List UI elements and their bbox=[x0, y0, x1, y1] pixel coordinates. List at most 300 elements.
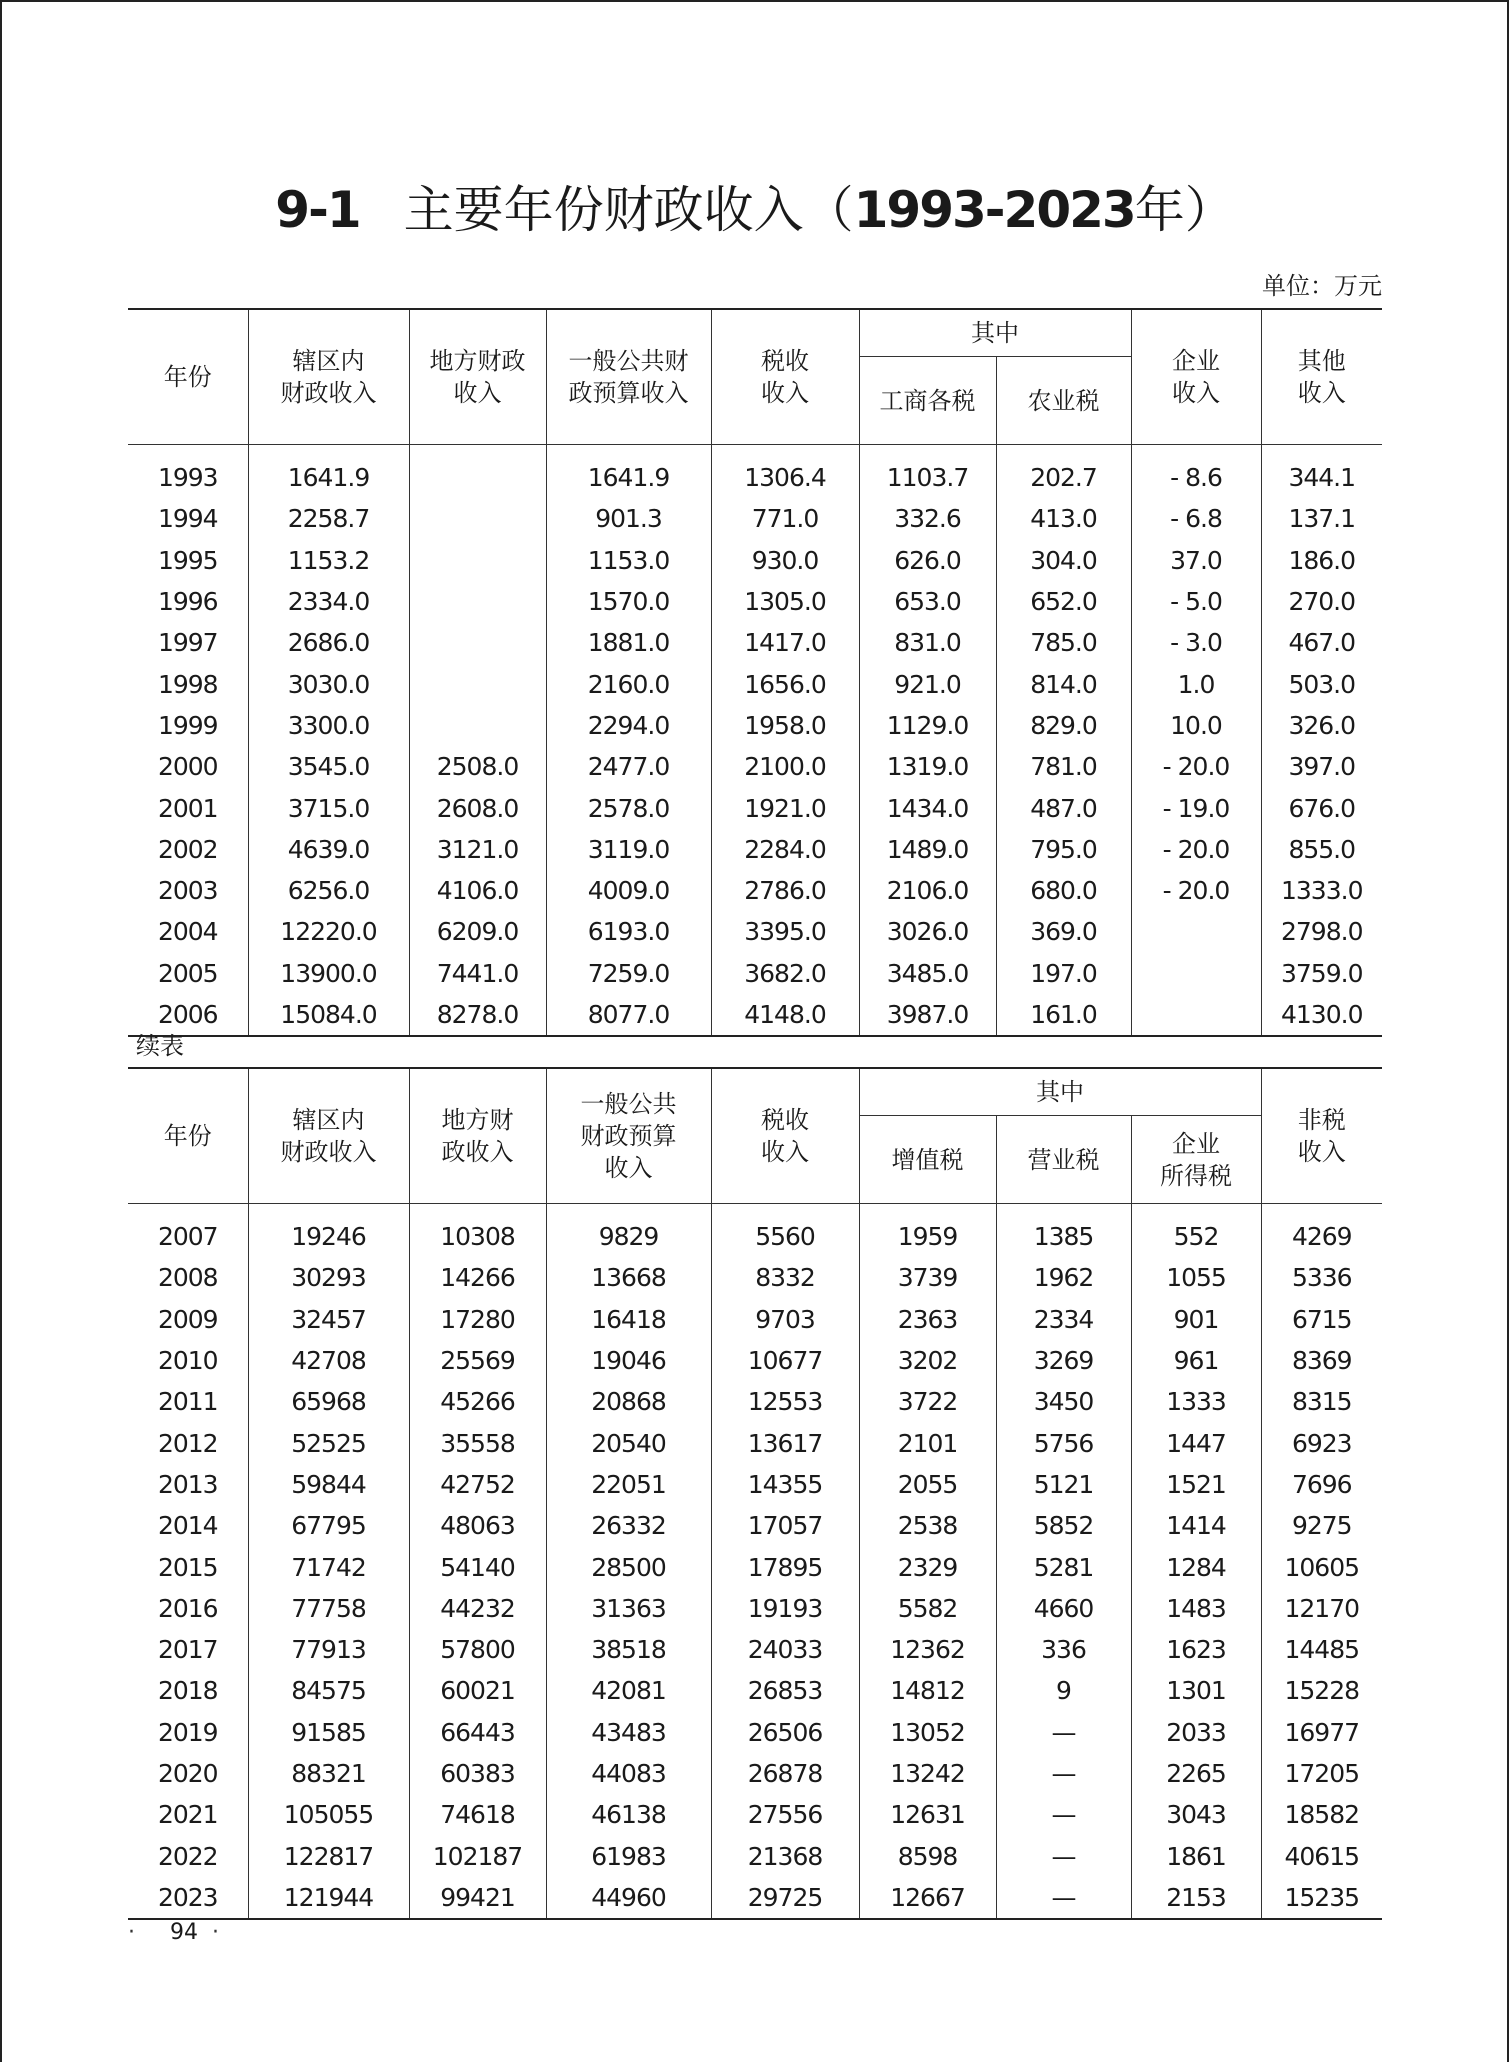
value-cell: 413.0 bbox=[996, 498, 1131, 539]
value-cell bbox=[409, 622, 546, 663]
value-cell: 38518 bbox=[546, 1629, 711, 1670]
page-number: · 94 · bbox=[128, 1920, 219, 1945]
title-suffix: 年） bbox=[1134, 181, 1235, 239]
value-cell: 4269 bbox=[1261, 1204, 1382, 1258]
value-cell: 3030.0 bbox=[248, 663, 409, 704]
table-row bbox=[128, 994, 1382, 1036]
value-cell: 961 bbox=[1131, 1340, 1261, 1381]
year-cell: 2022 bbox=[128, 1835, 248, 1876]
value-cell: 21368 bbox=[711, 1835, 859, 1876]
table-row bbox=[128, 1299, 1382, 1340]
value-cell: 17057 bbox=[711, 1505, 859, 1546]
page-title bbox=[128, 178, 1382, 242]
value-cell: 8369 bbox=[1261, 1340, 1382, 1381]
value-cell: 84575 bbox=[248, 1670, 409, 1711]
value-cell: 6715 bbox=[1261, 1299, 1382, 1340]
value-cell: 17280 bbox=[409, 1299, 546, 1340]
value-cell: 1521 bbox=[1131, 1464, 1261, 1505]
value-cell: 3121.0 bbox=[409, 829, 546, 870]
value-cell: 161.0 bbox=[996, 994, 1131, 1036]
value-cell: 1570.0 bbox=[546, 581, 711, 622]
year-cell: 2002 bbox=[128, 829, 248, 870]
value-cell: 37.0 bbox=[1131, 540, 1261, 581]
value-cell: 1414 bbox=[1131, 1505, 1261, 1546]
year-cell: 2008 bbox=[128, 1257, 248, 1298]
value-cell: 25569 bbox=[409, 1340, 546, 1381]
col-header-enterprise-revenue: 企业 收入 bbox=[1131, 309, 1261, 445]
page-border-top bbox=[0, 0, 1509, 2]
value-cell: 18582 bbox=[1261, 1794, 1382, 1835]
table-row bbox=[128, 1546, 1382, 1587]
value-cell: 344.1 bbox=[1261, 445, 1382, 499]
year-cell: 2014 bbox=[128, 1505, 248, 1546]
year-cell: 2000 bbox=[128, 746, 248, 787]
col-header-tax-revenue: 税收 收入 bbox=[711, 309, 859, 445]
year-cell: 2012 bbox=[128, 1422, 248, 1463]
value-cell: 2798.0 bbox=[1261, 911, 1382, 952]
value-cell: 2477.0 bbox=[546, 746, 711, 787]
value-cell: 626.0 bbox=[859, 540, 996, 581]
value-cell: 1153.2 bbox=[248, 540, 409, 581]
value-cell: 1284 bbox=[1131, 1546, 1261, 1587]
value-cell: — bbox=[996, 1712, 1131, 1753]
year-cell: 1993 bbox=[128, 445, 248, 499]
year-cell: 1994 bbox=[128, 498, 248, 539]
value-cell: 61983 bbox=[546, 1835, 711, 1876]
year-cell: 2006 bbox=[128, 994, 248, 1036]
table-row bbox=[128, 1835, 1382, 1876]
value-cell: 12553 bbox=[711, 1381, 859, 1422]
year-cell: 2021 bbox=[128, 1794, 248, 1835]
value-cell: 369.0 bbox=[996, 911, 1131, 952]
value-cell: 32457 bbox=[248, 1299, 409, 1340]
value-cell: 14355 bbox=[711, 1464, 859, 1505]
value-cell: 1301 bbox=[1131, 1670, 1261, 1711]
value-cell: 4009.0 bbox=[546, 870, 711, 911]
value-cell: 20540 bbox=[546, 1422, 711, 1463]
col-header-nontax-revenue: 非税 收入 bbox=[1261, 1068, 1382, 1204]
col-header-general-budget: 一般公共财 政预算收入 bbox=[546, 309, 711, 445]
value-cell: 26853 bbox=[711, 1670, 859, 1711]
value-cell: 45266 bbox=[409, 1381, 546, 1422]
value-cell: 1129.0 bbox=[859, 705, 996, 746]
value-cell: 336 bbox=[996, 1629, 1131, 1670]
value-cell: 1881.0 bbox=[546, 622, 711, 663]
value-cell: 1623 bbox=[1131, 1629, 1261, 1670]
value-cell: 5121 bbox=[996, 1464, 1131, 1505]
table-row bbox=[128, 1588, 1382, 1629]
table-row bbox=[128, 1753, 1382, 1794]
value-cell: 2100.0 bbox=[711, 746, 859, 787]
value-cell: 2258.7 bbox=[248, 498, 409, 539]
year-cell: 2023 bbox=[128, 1877, 248, 1919]
year-cell: 2020 bbox=[128, 1753, 248, 1794]
value-cell: 2106.0 bbox=[859, 870, 996, 911]
value-cell: 921.0 bbox=[859, 663, 996, 704]
value-cell: 60021 bbox=[409, 1670, 546, 1711]
value-cell: 3682.0 bbox=[711, 953, 859, 994]
value-cell: 122817 bbox=[248, 1835, 409, 1876]
col-header-general-budget: 一般公共 财政预算 收入 bbox=[546, 1068, 711, 1204]
value-cell: 7259.0 bbox=[546, 953, 711, 994]
col-header-year: 年份 bbox=[128, 1068, 248, 1204]
value-cell: 1962 bbox=[996, 1257, 1131, 1298]
value-cell: 13617 bbox=[711, 1422, 859, 1463]
value-cell: 1153.0 bbox=[546, 540, 711, 581]
value-cell: 14266 bbox=[409, 1257, 546, 1298]
value-cell: 814.0 bbox=[996, 663, 1131, 704]
value-cell: 8315 bbox=[1261, 1381, 1382, 1422]
value-cell: 2363 bbox=[859, 1299, 996, 1340]
value-cell: 2334.0 bbox=[248, 581, 409, 622]
value-cell: 1921.0 bbox=[711, 787, 859, 828]
value-cell: 332.6 bbox=[859, 498, 996, 539]
value-cell: 3450 bbox=[996, 1381, 1131, 1422]
value-cell: 1305.0 bbox=[711, 581, 859, 622]
value-cell: 3269 bbox=[996, 1340, 1131, 1381]
year-cell: 2015 bbox=[128, 1546, 248, 1587]
year-cell: 2018 bbox=[128, 1670, 248, 1711]
value-cell: 2686.0 bbox=[248, 622, 409, 663]
table-row bbox=[128, 1670, 1382, 1711]
value-cell: 26332 bbox=[546, 1505, 711, 1546]
value-cell: 99421 bbox=[409, 1877, 546, 1919]
value-cell: 467.0 bbox=[1261, 622, 1382, 663]
col-header-vat: 增值税 bbox=[859, 1116, 996, 1204]
value-cell: 829.0 bbox=[996, 705, 1131, 746]
table-row bbox=[128, 498, 1382, 539]
value-cell: 16418 bbox=[546, 1299, 711, 1340]
col-header-agricultural-tax: 农业税 bbox=[996, 357, 1131, 445]
title-range: 1993-2023 bbox=[853, 181, 1135, 239]
value-cell bbox=[409, 498, 546, 539]
year-cell: 2007 bbox=[128, 1204, 248, 1258]
value-cell: 10605 bbox=[1261, 1546, 1382, 1587]
year-cell: 1999 bbox=[128, 705, 248, 746]
value-cell: 1434.0 bbox=[859, 787, 996, 828]
value-cell bbox=[409, 705, 546, 746]
value-cell: 28500 bbox=[546, 1546, 711, 1587]
table-row bbox=[128, 1629, 1382, 1670]
title-text: 主要年份财政收入（ bbox=[403, 181, 854, 239]
year-cell: 2013 bbox=[128, 1464, 248, 1505]
value-cell: 3026.0 bbox=[859, 911, 996, 952]
year-cell: 2017 bbox=[128, 1629, 248, 1670]
value-cell: 16977 bbox=[1261, 1712, 1382, 1753]
table-row bbox=[128, 622, 1382, 663]
value-cell: 14485 bbox=[1261, 1629, 1382, 1670]
value-cell: 3987.0 bbox=[859, 994, 996, 1036]
value-cell: 74618 bbox=[409, 1794, 546, 1835]
value-cell: 186.0 bbox=[1261, 540, 1382, 581]
value-cell: 44960 bbox=[546, 1877, 711, 1919]
value-cell: 9703 bbox=[711, 1299, 859, 1340]
value-cell: 7696 bbox=[1261, 1464, 1382, 1505]
value-cell: - 3.0 bbox=[1131, 622, 1261, 663]
value-cell: 552 bbox=[1131, 1204, 1261, 1258]
year-cell: 2004 bbox=[128, 911, 248, 952]
value-cell: - 20.0 bbox=[1131, 829, 1261, 870]
value-cell bbox=[409, 581, 546, 622]
value-cell: 19193 bbox=[711, 1588, 859, 1629]
value-cell: — bbox=[996, 1753, 1131, 1794]
value-cell: 91585 bbox=[248, 1712, 409, 1753]
value-cell: — bbox=[996, 1835, 1131, 1876]
value-cell: 137.1 bbox=[1261, 498, 1382, 539]
value-cell: - 8.6 bbox=[1131, 445, 1261, 499]
revenue-table-1993-2006 bbox=[128, 308, 1382, 1037]
col-header-tax-revenue: 税收 收入 bbox=[711, 1068, 859, 1204]
value-cell: 8332 bbox=[711, 1257, 859, 1298]
value-cell: 77913 bbox=[248, 1629, 409, 1670]
table-row bbox=[128, 1340, 1382, 1381]
value-cell: 17895 bbox=[711, 1546, 859, 1587]
col-header-district-revenue: 辖区内 财政收入 bbox=[248, 309, 409, 445]
value-cell: 14812 bbox=[859, 1670, 996, 1711]
value-cell: 5336 bbox=[1261, 1257, 1382, 1298]
value-cell: 105055 bbox=[248, 1794, 409, 1835]
value-cell: 2538 bbox=[859, 1505, 996, 1546]
value-cell: 5582 bbox=[859, 1588, 996, 1629]
table-row bbox=[128, 1464, 1382, 1505]
table-row bbox=[128, 581, 1382, 622]
value-cell: 6193.0 bbox=[546, 911, 711, 952]
value-cell: — bbox=[996, 1794, 1131, 1835]
table-row bbox=[128, 870, 1382, 911]
unit-label: 单位：万元 bbox=[1262, 272, 1382, 300]
title-number: 9-1 bbox=[275, 181, 360, 239]
col-header-district-revenue: 辖区内 财政收入 bbox=[248, 1068, 409, 1204]
table-row bbox=[128, 1257, 1382, 1298]
value-cell: 17205 bbox=[1261, 1753, 1382, 1794]
year-cell: 2011 bbox=[128, 1381, 248, 1422]
value-cell: 680.0 bbox=[996, 870, 1131, 911]
value-cell: 54140 bbox=[409, 1546, 546, 1587]
year-cell: 2009 bbox=[128, 1299, 248, 1340]
value-cell: 3545.0 bbox=[248, 746, 409, 787]
value-cell: 4639.0 bbox=[248, 829, 409, 870]
value-cell: 930.0 bbox=[711, 540, 859, 581]
value-cell: 3300.0 bbox=[248, 705, 409, 746]
table-row bbox=[128, 663, 1382, 704]
value-cell: 304.0 bbox=[996, 540, 1131, 581]
value-cell: 397.0 bbox=[1261, 746, 1382, 787]
value-cell: 31363 bbox=[546, 1588, 711, 1629]
year-cell: 1997 bbox=[128, 622, 248, 663]
value-cell: 15084.0 bbox=[248, 994, 409, 1036]
value-cell: 46138 bbox=[546, 1794, 711, 1835]
value-cell: 6256.0 bbox=[248, 870, 409, 911]
value-cell: 270.0 bbox=[1261, 581, 1382, 622]
value-cell: 88321 bbox=[248, 1753, 409, 1794]
value-cell: - 20.0 bbox=[1131, 746, 1261, 787]
value-cell: 1319.0 bbox=[859, 746, 996, 787]
value-cell: 8278.0 bbox=[409, 994, 546, 1036]
table-row bbox=[128, 1794, 1382, 1835]
table-row bbox=[128, 540, 1382, 581]
value-cell: 3715.0 bbox=[248, 787, 409, 828]
value-cell: 43483 bbox=[546, 1712, 711, 1753]
value-cell: 1103.7 bbox=[859, 445, 996, 499]
value-cell: 2294.0 bbox=[546, 705, 711, 746]
value-cell: 2101 bbox=[859, 1422, 996, 1463]
value-cell: 1641.9 bbox=[248, 445, 409, 499]
value-cell: 8598 bbox=[859, 1835, 996, 1876]
value-cell: - 6.8 bbox=[1131, 498, 1261, 539]
value-cell: 24033 bbox=[711, 1629, 859, 1670]
value-cell: 12220.0 bbox=[248, 911, 409, 952]
value-cell: 10677 bbox=[711, 1340, 859, 1381]
value-cell: 1333 bbox=[1131, 1381, 1261, 1422]
table-1-body bbox=[128, 445, 1382, 1037]
value-cell: 44083 bbox=[546, 1753, 711, 1794]
year-cell: 1998 bbox=[128, 663, 248, 704]
value-cell: 3485.0 bbox=[859, 953, 996, 994]
col-header-year: 年份 bbox=[128, 309, 248, 445]
value-cell: 652.0 bbox=[996, 581, 1131, 622]
value-cell: 1959 bbox=[859, 1204, 996, 1258]
year-cell: 2016 bbox=[128, 1588, 248, 1629]
value-cell: 2608.0 bbox=[409, 787, 546, 828]
value-cell: 2786.0 bbox=[711, 870, 859, 911]
value-cell: 77758 bbox=[248, 1588, 409, 1629]
value-cell: 66443 bbox=[409, 1712, 546, 1753]
value-cell: 1656.0 bbox=[711, 663, 859, 704]
value-cell: 2160.0 bbox=[546, 663, 711, 704]
value-cell: 102187 bbox=[409, 1835, 546, 1876]
value-cell: 3395.0 bbox=[711, 911, 859, 952]
value-cell: 901 bbox=[1131, 1299, 1261, 1340]
value-cell: 12170 bbox=[1261, 1588, 1382, 1629]
value-cell: - 20.0 bbox=[1131, 870, 1261, 911]
value-cell: 30293 bbox=[248, 1257, 409, 1298]
value-cell: 27556 bbox=[711, 1794, 859, 1835]
table-row bbox=[128, 705, 1382, 746]
value-cell: 831.0 bbox=[859, 622, 996, 663]
value-cell: 6209.0 bbox=[409, 911, 546, 952]
table-row bbox=[128, 1381, 1382, 1422]
value-cell: 1.0 bbox=[1131, 663, 1261, 704]
value-cell: 13900.0 bbox=[248, 953, 409, 994]
value-cell: - 19.0 bbox=[1131, 787, 1261, 828]
year-cell: 2019 bbox=[128, 1712, 248, 1753]
value-cell: 326.0 bbox=[1261, 705, 1382, 746]
value-cell: 26506 bbox=[711, 1712, 859, 1753]
value-cell: 42752 bbox=[409, 1464, 546, 1505]
value-cell: 10308 bbox=[409, 1204, 546, 1258]
value-cell: 29725 bbox=[711, 1877, 859, 1919]
value-cell: 4106.0 bbox=[409, 870, 546, 911]
value-cell: 12667 bbox=[859, 1877, 996, 1919]
value-cell: 22051 bbox=[546, 1464, 711, 1505]
col-group-of-which: 其中 bbox=[859, 1068, 1261, 1116]
page-border-left bbox=[0, 0, 2, 2062]
value-cell: 19046 bbox=[546, 1340, 711, 1381]
value-cell: 19246 bbox=[248, 1204, 409, 1258]
value-cell: 13242 bbox=[859, 1753, 996, 1794]
continued-label: 续表 bbox=[136, 1032, 184, 1060]
value-cell bbox=[1131, 911, 1261, 952]
value-cell: 1306.4 bbox=[711, 445, 859, 499]
value-cell: 781.0 bbox=[996, 746, 1131, 787]
value-cell: 6923 bbox=[1261, 1422, 1382, 1463]
value-cell: 57800 bbox=[409, 1629, 546, 1670]
value-cell: 785.0 bbox=[996, 622, 1131, 663]
value-cell: 60383 bbox=[409, 1753, 546, 1794]
value-cell: 2508.0 bbox=[409, 746, 546, 787]
value-cell: 1641.9 bbox=[546, 445, 711, 499]
table-row bbox=[128, 746, 1382, 787]
value-cell: 4660 bbox=[996, 1588, 1131, 1629]
year-cell: 1995 bbox=[128, 540, 248, 581]
table-2-body bbox=[128, 1204, 1382, 1920]
value-cell: 12631 bbox=[859, 1794, 996, 1835]
value-cell bbox=[409, 445, 546, 499]
col-header-local-revenue: 地方财 政收入 bbox=[409, 1068, 546, 1204]
value-cell: 4130.0 bbox=[1261, 994, 1382, 1036]
table-row bbox=[128, 445, 1382, 499]
value-cell: 855.0 bbox=[1261, 829, 1382, 870]
value-cell: 1055 bbox=[1131, 1257, 1261, 1298]
year-cell: 1996 bbox=[128, 581, 248, 622]
table-row bbox=[128, 1422, 1382, 1463]
value-cell: 42081 bbox=[546, 1670, 711, 1711]
value-cell: 65968 bbox=[248, 1381, 409, 1422]
value-cell: 67795 bbox=[248, 1505, 409, 1546]
value-cell: 2265 bbox=[1131, 1753, 1261, 1794]
value-cell: 503.0 bbox=[1261, 663, 1382, 704]
value-cell: 5281 bbox=[996, 1546, 1131, 1587]
year-cell: 2001 bbox=[128, 787, 248, 828]
value-cell: 2284.0 bbox=[711, 829, 859, 870]
value-cell: 1385 bbox=[996, 1204, 1131, 1258]
value-cell: 771.0 bbox=[711, 498, 859, 539]
value-cell: 5852 bbox=[996, 1505, 1131, 1546]
value-cell: 35558 bbox=[409, 1422, 546, 1463]
table-row bbox=[128, 953, 1382, 994]
col-header-local-revenue: 地方财政 收入 bbox=[409, 309, 546, 445]
value-cell: 487.0 bbox=[996, 787, 1131, 828]
value-cell: 71742 bbox=[248, 1546, 409, 1587]
col-header-other-revenue: 其他 收入 bbox=[1261, 309, 1382, 445]
value-cell: 9 bbox=[996, 1670, 1131, 1711]
value-cell: 15228 bbox=[1261, 1670, 1382, 1711]
value-cell: 5560 bbox=[711, 1204, 859, 1258]
value-cell: 3119.0 bbox=[546, 829, 711, 870]
value-cell: 2329 bbox=[859, 1546, 996, 1587]
value-cell: 3759.0 bbox=[1261, 953, 1382, 994]
revenue-table-2007-2023 bbox=[128, 1067, 1382, 1920]
value-cell: 676.0 bbox=[1261, 787, 1382, 828]
value-cell: 795.0 bbox=[996, 829, 1131, 870]
value-cell: 1417.0 bbox=[711, 622, 859, 663]
value-cell: 2334 bbox=[996, 1299, 1131, 1340]
value-cell: 8077.0 bbox=[546, 994, 711, 1036]
value-cell: 5756 bbox=[996, 1422, 1131, 1463]
col-group-of-which: 其中 bbox=[859, 309, 1131, 357]
value-cell bbox=[409, 540, 546, 581]
table-row bbox=[128, 911, 1382, 952]
value-cell: 52525 bbox=[248, 1422, 409, 1463]
col-header-business-tax: 营业税 bbox=[996, 1116, 1131, 1204]
value-cell: 42708 bbox=[248, 1340, 409, 1381]
value-cell: 1333.0 bbox=[1261, 870, 1382, 911]
table-row bbox=[128, 1877, 1382, 1919]
value-cell: 13052 bbox=[859, 1712, 996, 1753]
value-cell bbox=[1131, 994, 1261, 1036]
value-cell: 197.0 bbox=[996, 953, 1131, 994]
value-cell: 59844 bbox=[248, 1464, 409, 1505]
